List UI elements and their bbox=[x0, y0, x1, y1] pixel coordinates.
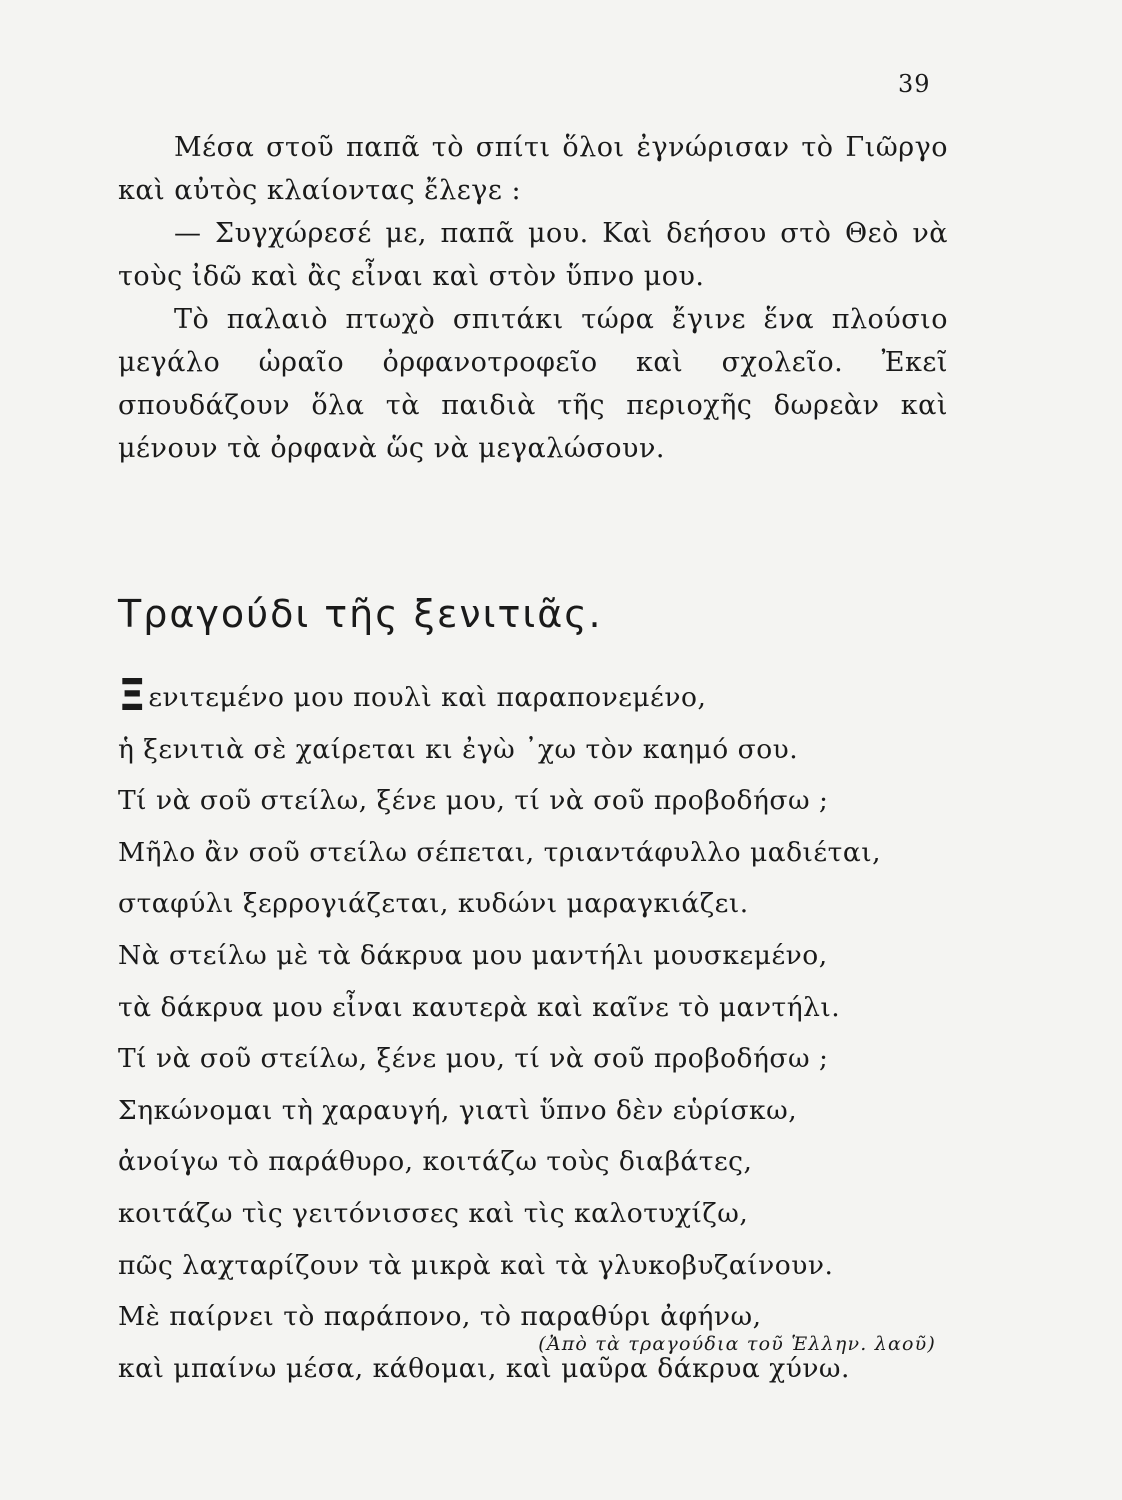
poem-line: σταφύλι ξερρογιάζεται, κυδώνι μαραγκιάζει. bbox=[118, 888, 749, 920]
poem-line: πῶς λαχταρίζουν τὰ μικρὰ καὶ τὰ γλυκοβυζαίνουν. bbox=[118, 1249, 834, 1281]
poem-line: Νὰ στείλω μὲ τὰ δάκρυα μου μαντήλι μουσκεμένο, bbox=[118, 939, 828, 971]
poem-line: τὰ δάκρυα μου εἶναι καυτερὰ καὶ καῖνε τὸ μαντήλι. bbox=[118, 991, 841, 1023]
paragraph: — Συγχώρεσέ με, παπᾶ μου. Καὶ δεήσου στὸ Θεὸ νὰ τοὺς ἰδῶ καὶ ἂς εἶναι καὶ στὸν ὕπνο μου. bbox=[118, 218, 948, 292]
paragraph: Μέσα στοῦ παπᾶ τὸ σπίτι ὅλοι ἐγνώρισαν τὸ Γιῶργο καὶ αὐτὸς κλαίοντας ἔλεγε : bbox=[118, 132, 948, 206]
poem-attribution: (Ἀπὸ τὰ τραγούδια τοῦ Ἑλλην. λαοῦ) bbox=[538, 1333, 936, 1355]
poem-line: Τί νὰ σοῦ στείλω, ξένε μου, τί νὰ σοῦ προβοδήσω ; bbox=[118, 1043, 829, 1075]
drop-cap: Ξ bbox=[118, 670, 147, 721]
poem-line: Τί νὰ σοῦ στείλω, ξένε μου, τί νὰ σοῦ προβοδήσω ; bbox=[118, 785, 829, 817]
prose-section bbox=[118, 126, 948, 470]
paragraph: Τὸ παλαιὸ πτωχὸ σπιτάκι τώρα ἔγινε ἕνα πλούσιο μεγάλο ὡραῖο ὀρφανοτροφεῖο καὶ σχολεῖο. Ἐκεῖ σπουδάζουν ὅλα τὰ παιδιὰ τῆς περιοχῆς δωρεὰν καὶ μένουν τὰ ὀρφανὰ ὥς νὰ μεγαλώσουν. bbox=[118, 304, 948, 464]
poem-line: κοιτάζω τὶς γειτόνισσες καὶ τὶς καλοτυχίζω, bbox=[118, 1197, 749, 1229]
poem-line: Μὲ παίρνει τὸ παράπονο, τὸ παραθύρι ἀφήνω, bbox=[118, 1301, 762, 1333]
poem-line-text: ενιτεμένο μου πουλὶ καὶ παραπονεμένο, bbox=[148, 682, 707, 713]
poem-line bbox=[118, 672, 948, 724]
page-number: 39 bbox=[898, 70, 931, 98]
poem-line: καὶ μπαίνω μέσα, κάθομαι, καὶ μαῦρα δάκρυα χύνω. bbox=[118, 1352, 850, 1384]
poem-line: Μῆλο ἂν σοῦ στείλω σέπεται, τριαντάφυλλο μαδιέται, bbox=[118, 836, 882, 868]
poem-line: ἀνοίγω τὸ παράθυρο, κοιτάζω τοὺς διαβάτες, bbox=[118, 1146, 753, 1178]
poem-line: ἡ ξενιτιὰ σὲ χαίρεται κι ἐγὼ ᾿χω τὸν καημό σου. bbox=[118, 733, 799, 765]
poem-title: Τραγούδι τῆς ξενιτιᾶς. bbox=[118, 592, 603, 636]
poem bbox=[118, 672, 948, 1394]
poem-line: Σηκώνομαι τὴ χαραυγή, γιατὶ ὕπνο δὲν εὑρίσκω, bbox=[118, 1094, 798, 1126]
